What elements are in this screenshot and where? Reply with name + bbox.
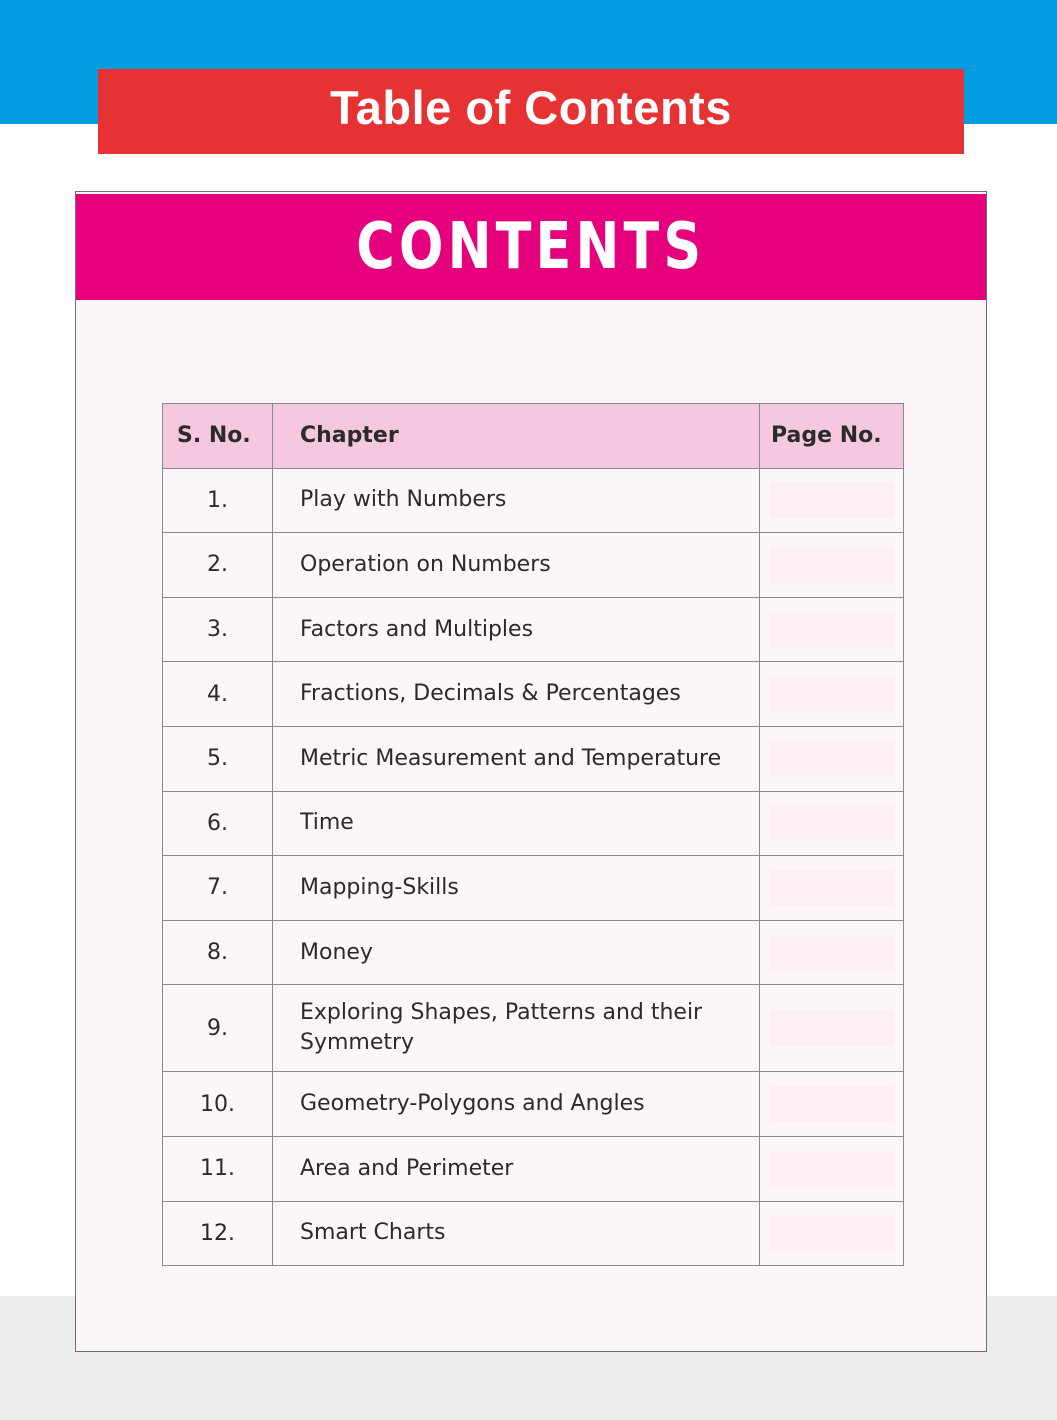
row-sno: 8. [163,920,273,985]
row-page-cell [760,856,904,921]
page-no-value [770,1086,894,1122]
row-page-cell [760,920,904,985]
row-chapter: Play with Numbers [273,468,760,533]
row-sno: 9. [163,985,273,1072]
table-row [163,597,904,662]
row-sno: 12. [163,1201,273,1266]
row-sno: 1. [163,468,273,533]
page-no-value [770,935,894,971]
table-row [163,533,904,598]
table-row [163,726,904,791]
row-sno: 3. [163,597,273,662]
row-page-cell [760,1201,904,1266]
row-chapter: Geometry-Polygons and Angles [273,1072,760,1137]
page-no-value [770,870,894,906]
page-no-value [770,1010,894,1046]
row-chapter: Exploring Shapes, Patterns and their Symmetry [273,985,760,1072]
table-row [163,1201,904,1266]
row-sno: 6. [163,791,273,856]
table-row [163,1136,904,1201]
row-page-cell [760,791,904,856]
row-sno: 7. [163,856,273,921]
row-chapter: Fractions, Decimals & Percentages [273,662,760,727]
row-chapter: Factors and Multiples [273,597,760,662]
table-row [163,1072,904,1137]
row-page-cell [760,662,904,727]
row-chapter: Smart Charts [273,1201,760,1266]
contents-header [76,194,986,300]
table-row [163,920,904,985]
row-sno: 11. [163,1136,273,1201]
page-no-value [770,676,894,712]
row-page-cell [760,985,904,1072]
table-header-row [163,404,904,469]
row-page-cell [760,726,904,791]
table-row [163,985,904,1072]
table-row [163,468,904,533]
table-row [163,791,904,856]
page-no-value [770,805,894,841]
header-sno: S. No. [163,404,273,469]
row-chapter: Time [273,791,760,856]
contents-heading: CONTENTS [356,210,706,284]
row-page-cell [760,533,904,598]
row-page-cell [760,1136,904,1201]
row-sno: 2. [163,533,273,598]
header-page-no: Page No. [760,404,904,469]
row-sno: 5. [163,726,273,791]
row-page-cell [760,468,904,533]
title-banner [98,69,964,154]
row-sno: 10. [163,1072,273,1137]
table-row [163,856,904,921]
page-no-value [770,482,894,518]
row-sno: 4. [163,662,273,727]
table-row [163,662,904,727]
page-no-value [770,1151,894,1187]
page-no-value [770,1215,894,1251]
row-chapter: Money [273,920,760,985]
page-no-value [770,612,894,648]
row-chapter: Metric Measurement and Temperature [273,726,760,791]
page-no-value [770,741,894,777]
page-title: Table of Contents [330,81,732,134]
contents-table [162,403,904,1266]
row-page-cell [760,1072,904,1137]
row-chapter: Area and Perimeter [273,1136,760,1201]
row-chapter: Operation on Numbers [273,533,760,598]
header-chapter: Chapter [273,404,760,469]
row-page-cell [760,597,904,662]
page-no-value [770,547,894,583]
row-chapter: Mapping-Skills [273,856,760,921]
